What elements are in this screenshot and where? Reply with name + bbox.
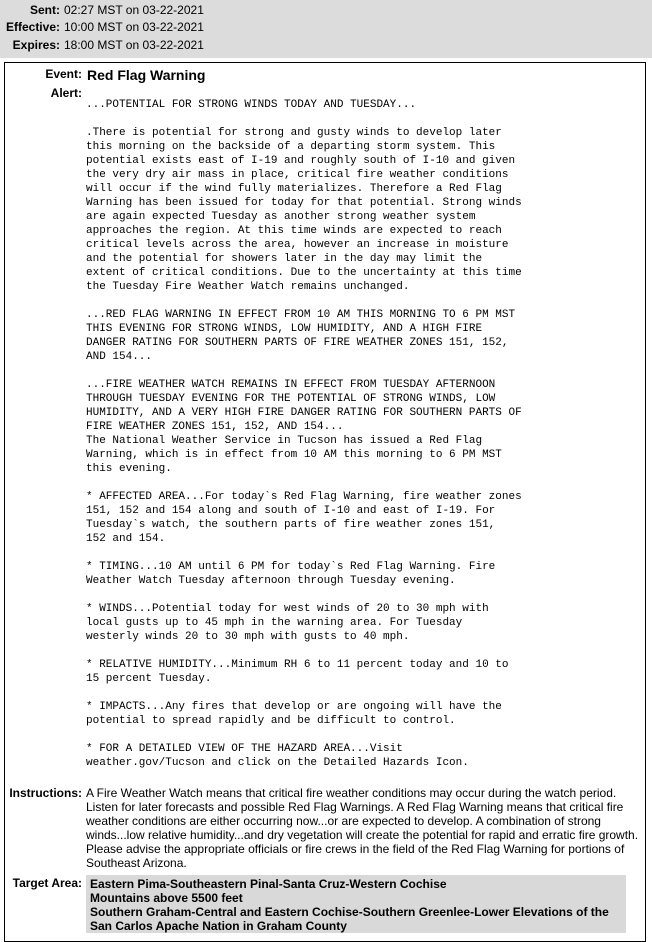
sent-label: Sent: bbox=[30, 3, 60, 17]
target-area-line: Southern Graham-Central and Eastern Cochise-Southern Greenlee-Lower Elevations of the San Carlos Apache Nation in Graham County bbox=[90, 905, 609, 933]
effective-row bbox=[0, 19, 204, 36]
expires-label: Expires: bbox=[12, 38, 60, 52]
event-label: Event: bbox=[45, 67, 82, 81]
target-area-box bbox=[86, 875, 626, 933]
sent-value: 02:27 MST on 03-22-2021 bbox=[64, 3, 204, 17]
effective-label: Effective: bbox=[5, 20, 60, 34]
alert-metadata-header bbox=[0, 0, 652, 58]
event-value: Red Flag Warning bbox=[87, 67, 206, 83]
expires-row bbox=[0, 37, 204, 54]
target-area-label: Target Area: bbox=[12, 876, 82, 890]
alert-label: Alert: bbox=[50, 86, 82, 100]
sent-row bbox=[0, 2, 204, 19]
target-area-line: Eastern Pima-Southeastern Pinal-Santa Cruz-Western Cochise Mountains above 5500 feet bbox=[90, 877, 447, 905]
alert-text: ...POTENTIAL FOR STRONG WINDS TODAY AND TUESDAY... .There is potential for strong and gusty winds to develop later this morning on the backside of a departing storm system. This potential exists east of I-19 and roughly south of I-10 and given the very dry air mass in place, critical fire weather conditions will occur if the wind fully materializes. Therefore a Red Flag Warning has been issued for today for that potential. Strong winds are again expected Tuesday as another strong weather system approaches the region. At this time winds are expected to reach critical levels across the area, however an increase in moisture and the potential for showers later in the day may limit the extent of critical conditions. Due to the uncertainty at this time the Tuesday Fire Weather Watch remains unchanged. ...RED FLAG WARNING IN EFFECT FROM 10 AM THIS MORNING TO 6 PM MST THIS EVENING FOR STRONG WINDS, LOW HUMIDITY, AND A HIGH FIRE DANGER RATING FOR SOUTHERN PARTS OF FIRE WEATHER ZONES 151, 152, AND 154... ...FIRE WEATHER WATCH REMAINS IN EFFECT FROM TUESDAY AFTERNOON THROUGH TUESDAY EVENING FOR THE POTENTIAL OF STRONG WINDS, LOW HUMIDITY, AND A VERY HIGH FIRE DANGER RATING FOR SOUTHERN PARTS OF FIRE WEATHER ZONES 151, 152, AND 154... The National Weather Service in Tucson has issued a Red Flag Warning, which is in effect from 10 AM this morning to 6 PM MST this evening. * AFFECTED AREA...For today`s Red Flag Warning, fire weather zones 151, 152 and 154 along and south of I-10 and east of I-19. For Tuesday`s watch, the southern parts of fire weather zones 151, 152 and 154. * TIMING...10 AM until 6 PM for today`s Red Flag Warning. Fire Weather Watch Tuesday afternoon through Tuesday evening. * WINDS...Potential today for west winds of 20 to 30 mph with local gusts up to 45 mph in the warning area. For Tuesday westerly winds 20 to 30 mph with gusts to 40 mph. * RELATIVE HUMIDITY...Minimum RH 6 to 11 percent today and 10 to 15 percent Tuesday. * IMPACTS...Any fires that develop or are ongoing will have the potential to spread rapidly and be difficult to control. * FOR A DETAILED VIEW OF THE HAZARD AREA...Visit weather.gov/Tucson and click on the Detailed Hazards Icon. bbox=[86, 99, 522, 769]
effective-value: 10:00 MST on 03-22-2021 bbox=[64, 20, 204, 34]
alert-details-panel bbox=[4, 62, 646, 942]
instructions-label: Instructions: bbox=[9, 786, 82, 800]
instructions-text: A Fire Weather Watch means that critical fire weather conditions may occur during the watch period. Listen for later forecasts and possible Red Flag Warnings. A Red Flag Warning means that critical fire weather conditions are either occurring now...or are expected to develop. A combination of strong winds...low relative humidity...and dry vegetation will create the potential for rapid and erratic fire growth. Please advise the appropriate officials or fire crews in the field of the Red Flag Warning for portions of Southeast Arizona. bbox=[86, 786, 639, 870]
expires-value: 18:00 MST on 03-22-2021 bbox=[64, 38, 204, 52]
